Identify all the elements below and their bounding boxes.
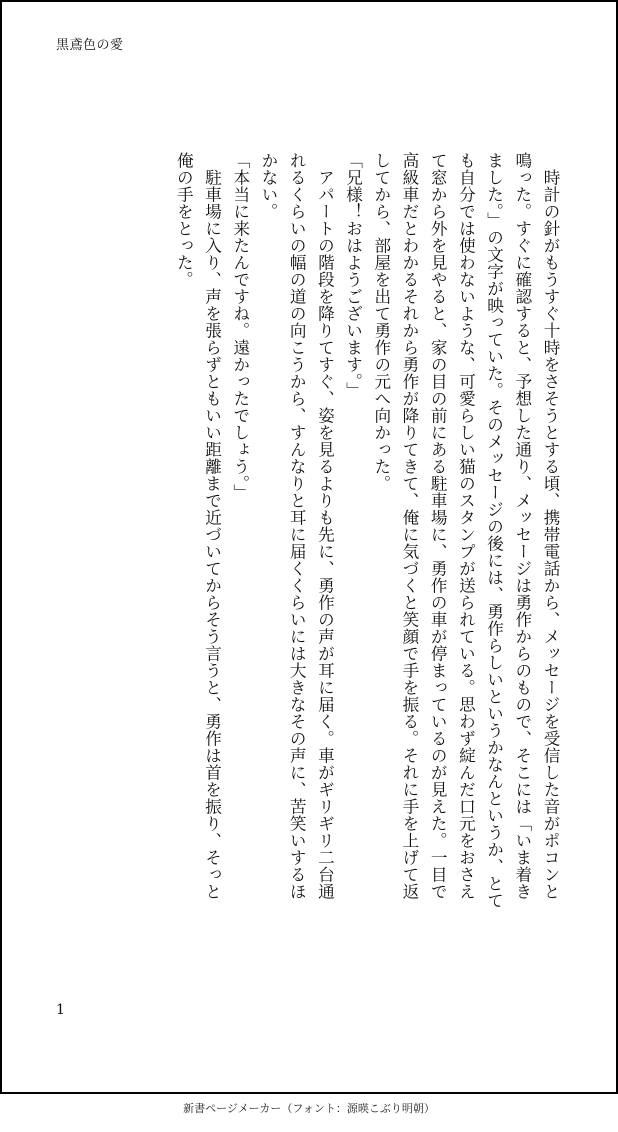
page-number: 1 bbox=[56, 1002, 65, 1018]
vertical-body-text bbox=[74, 152, 564, 912]
footer-credit: 新書ページメーカー（フォント：源暎こぶり明朝） bbox=[183, 1102, 435, 1115]
running-title: 黒鳶色の愛 bbox=[56, 38, 124, 53]
paragraph-2: アパートの階段を降りてすぐ、姿を見るよりも先に、勇作の声が耳に届く。車がギリギリ二台通れるくらいの幅の道の向こうから、すんなりと耳に届くくらいには大きなその声に、苦笑いするほかない。 bbox=[258, 152, 335, 900]
dialogue-line-1: 「兄様！おはようございます。」 bbox=[343, 152, 363, 399]
paragraph-1: 時計の針がもうすぐ十時をさそうとする頃、携帯電話から、メッセージを受信した音がポコンと鳴った。すぐに確認すると、予想した通り、メッセージは勇作からのもので、そこには「いま着きました。」の文字が映っていた。そのメッセージの後には、勇作らしいというかなんというか、とても自分では使わないような、可愛らしい猫のスタンプが送られている。思わず綻んだ口元をおさえて窓から外を見やると、家の目の前にある駐車場に、勇作の車が停まっているのが見えた。一目で高級車だとわかるそれから勇作が降りてきて、俺に気づくと笑顔で手を振る。それに手を上げて返してから、部屋を出て勇作の元へ向かった。 bbox=[371, 152, 560, 909]
paragraph-3: 駐車場に入り、声を張らずともいい距離まで近づいてからそう言うと、勇作は首を振り、そっと俺の手をとった。 bbox=[174, 152, 222, 900]
dialogue-line-2: 「本当に来たんですね。遠かったでしょう。」 bbox=[230, 152, 250, 501]
